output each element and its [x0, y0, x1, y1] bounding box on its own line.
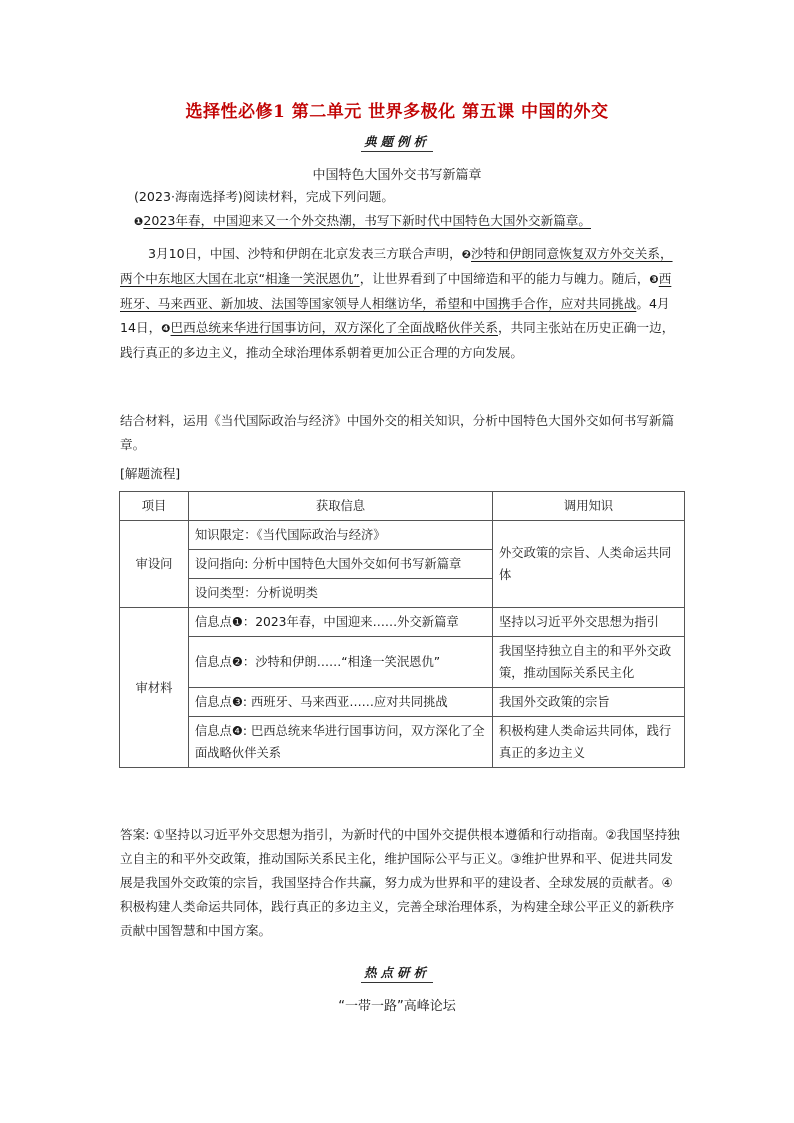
marker-1: ❶	[134, 215, 144, 228]
marker-2: ❷	[461, 248, 472, 261]
material-point-3: 西班牙、马来西亚、新加坡、法国等国家领导人相继访华，希望和中国携手合作，应对共同挑战	[120, 271, 672, 311]
topic-title: 中国特色大国外交书写新篇章	[312, 168, 482, 183]
table-cell-knowledge: 坚持以习近平外交思想为指引	[493, 608, 685, 637]
question-source: (2023·海南选择考)阅读材料，完成下列问题。	[134, 189, 394, 204]
table-row	[120, 688, 685, 717]
question-prompt: 结合材料，运用《当代国际政治与经济》中国外交的相关知识，分析中国特色大国外交如何书写新篇章。	[120, 413, 675, 452]
marker-4: ❹	[161, 322, 171, 335]
table-cell-info: 知识限定：《当代国际政治与经济》	[189, 521, 493, 550]
section-heading-examples: 典题例析	[0, 132, 794, 152]
group-label-material: 审材料	[120, 608, 189, 768]
table-cell-info: 信息点❷：沙特和伊朗……“相逢一笑泯恩仇”	[189, 637, 493, 688]
table-header: 获取信息	[189, 492, 493, 521]
table-cell-info: 设问类型：分析说明类	[189, 579, 493, 608]
table-cell-knowledge: 我国坚持独立自主的和平外交政策，推动国际关系民主化	[493, 637, 685, 688]
table-header: 调用知识	[493, 492, 685, 521]
page-title: 选择性必修1 第二单元 世界多极化 第五课 中国的外交	[185, 102, 609, 122]
topic-title-2: “一带一路”高峰论坛	[338, 999, 456, 1014]
material-point-2: 沙特和伊朗同意恢复双方外交关系，两个中东地区大国在北京“相逢一笑泯恩仇”	[120, 246, 673, 286]
section-heading-hot-topics: 热点研析	[0, 963, 794, 983]
marker-3: ❸	[649, 273, 659, 286]
table-cell-info: 设问指向: 分析中国特色大国外交如何书写新篇章	[189, 550, 493, 579]
material-paragraph-1	[120, 209, 680, 234]
solution-process-table	[119, 491, 685, 768]
table-row	[120, 637, 685, 688]
material-point-1: 2023年春，中国迎来又一个外交热潮，书写下新时代中国特色大国外交新篇章。	[143, 213, 591, 228]
material-point-4: 巴西总统来华进行国事访问，双方深化了全面战略伙伴关系	[170, 320, 498, 335]
table-cell-knowledge: 积极构建人类命运共同体，践行真正的多边主义	[493, 717, 685, 768]
process-label: [解题流程]	[120, 466, 181, 481]
table-cell-info: 信息点❸: 西班牙、马来西亚……应对共同挑战	[189, 688, 493, 717]
answer-paragraph: 答案: ①坚持以习近平外交思想为指引，为新时代的中国外交提供根本遵循和行动指南。②我国坚持独立自主的和平外交政策，推动国际关系民主化，维护国际公平与正义。③维护世界和平、促进共同发展是我国外交政策的宗旨，我国坚持合作共赢，努力成为世界和平的建设者、全球发展的贡献者。④积极构建人类命运共同体，践行真正的多边主义，完善全球治理体系，为构建全球公平正义的新秩序贡献中国智慧和中国方案。	[120, 827, 680, 938]
table-cell-info: 信息点❶：2023年春，中国迎来……外交新篇章	[189, 608, 493, 637]
table-row	[120, 608, 685, 637]
table-cell-info: 信息点❹: 巴西总统来华进行国事访问，双方深化了全面战略伙伴关系	[189, 717, 493, 768]
table-header-row	[120, 492, 685, 521]
table-header: 项目	[120, 492, 189, 521]
table-cell-knowledge: 我国外交政策的宗旨	[493, 688, 685, 717]
table-row	[120, 521, 685, 550]
table-cell-knowledge: 外交政策的宗旨、人类命运共同体	[493, 521, 685, 608]
material-paragraph-2: 3月10日，中国、沙特和伊朗在北京发表三方联合声明，❷沙特和伊朗同意恢复双方外交关系，两个中东地区大国在北京“相逢一笑泯恩仇”，让世界看到了中国缔造和平的能力与魄力。随后，❸西班牙、马来西亚、新加坡、法国等国家领导人相继访华，希望和中国携手合作，应对共同挑战。4月14日，❹巴西总统来华进行国事访问，双方深化了全面战略伙伴关系，共同主张站在历史正确一边，践行真正的多边主义，推动全球治理体系朝着更加公正合理的方向发展。	[120, 246, 675, 360]
table-row	[120, 717, 685, 768]
group-label-question: 审设问	[120, 521, 189, 608]
